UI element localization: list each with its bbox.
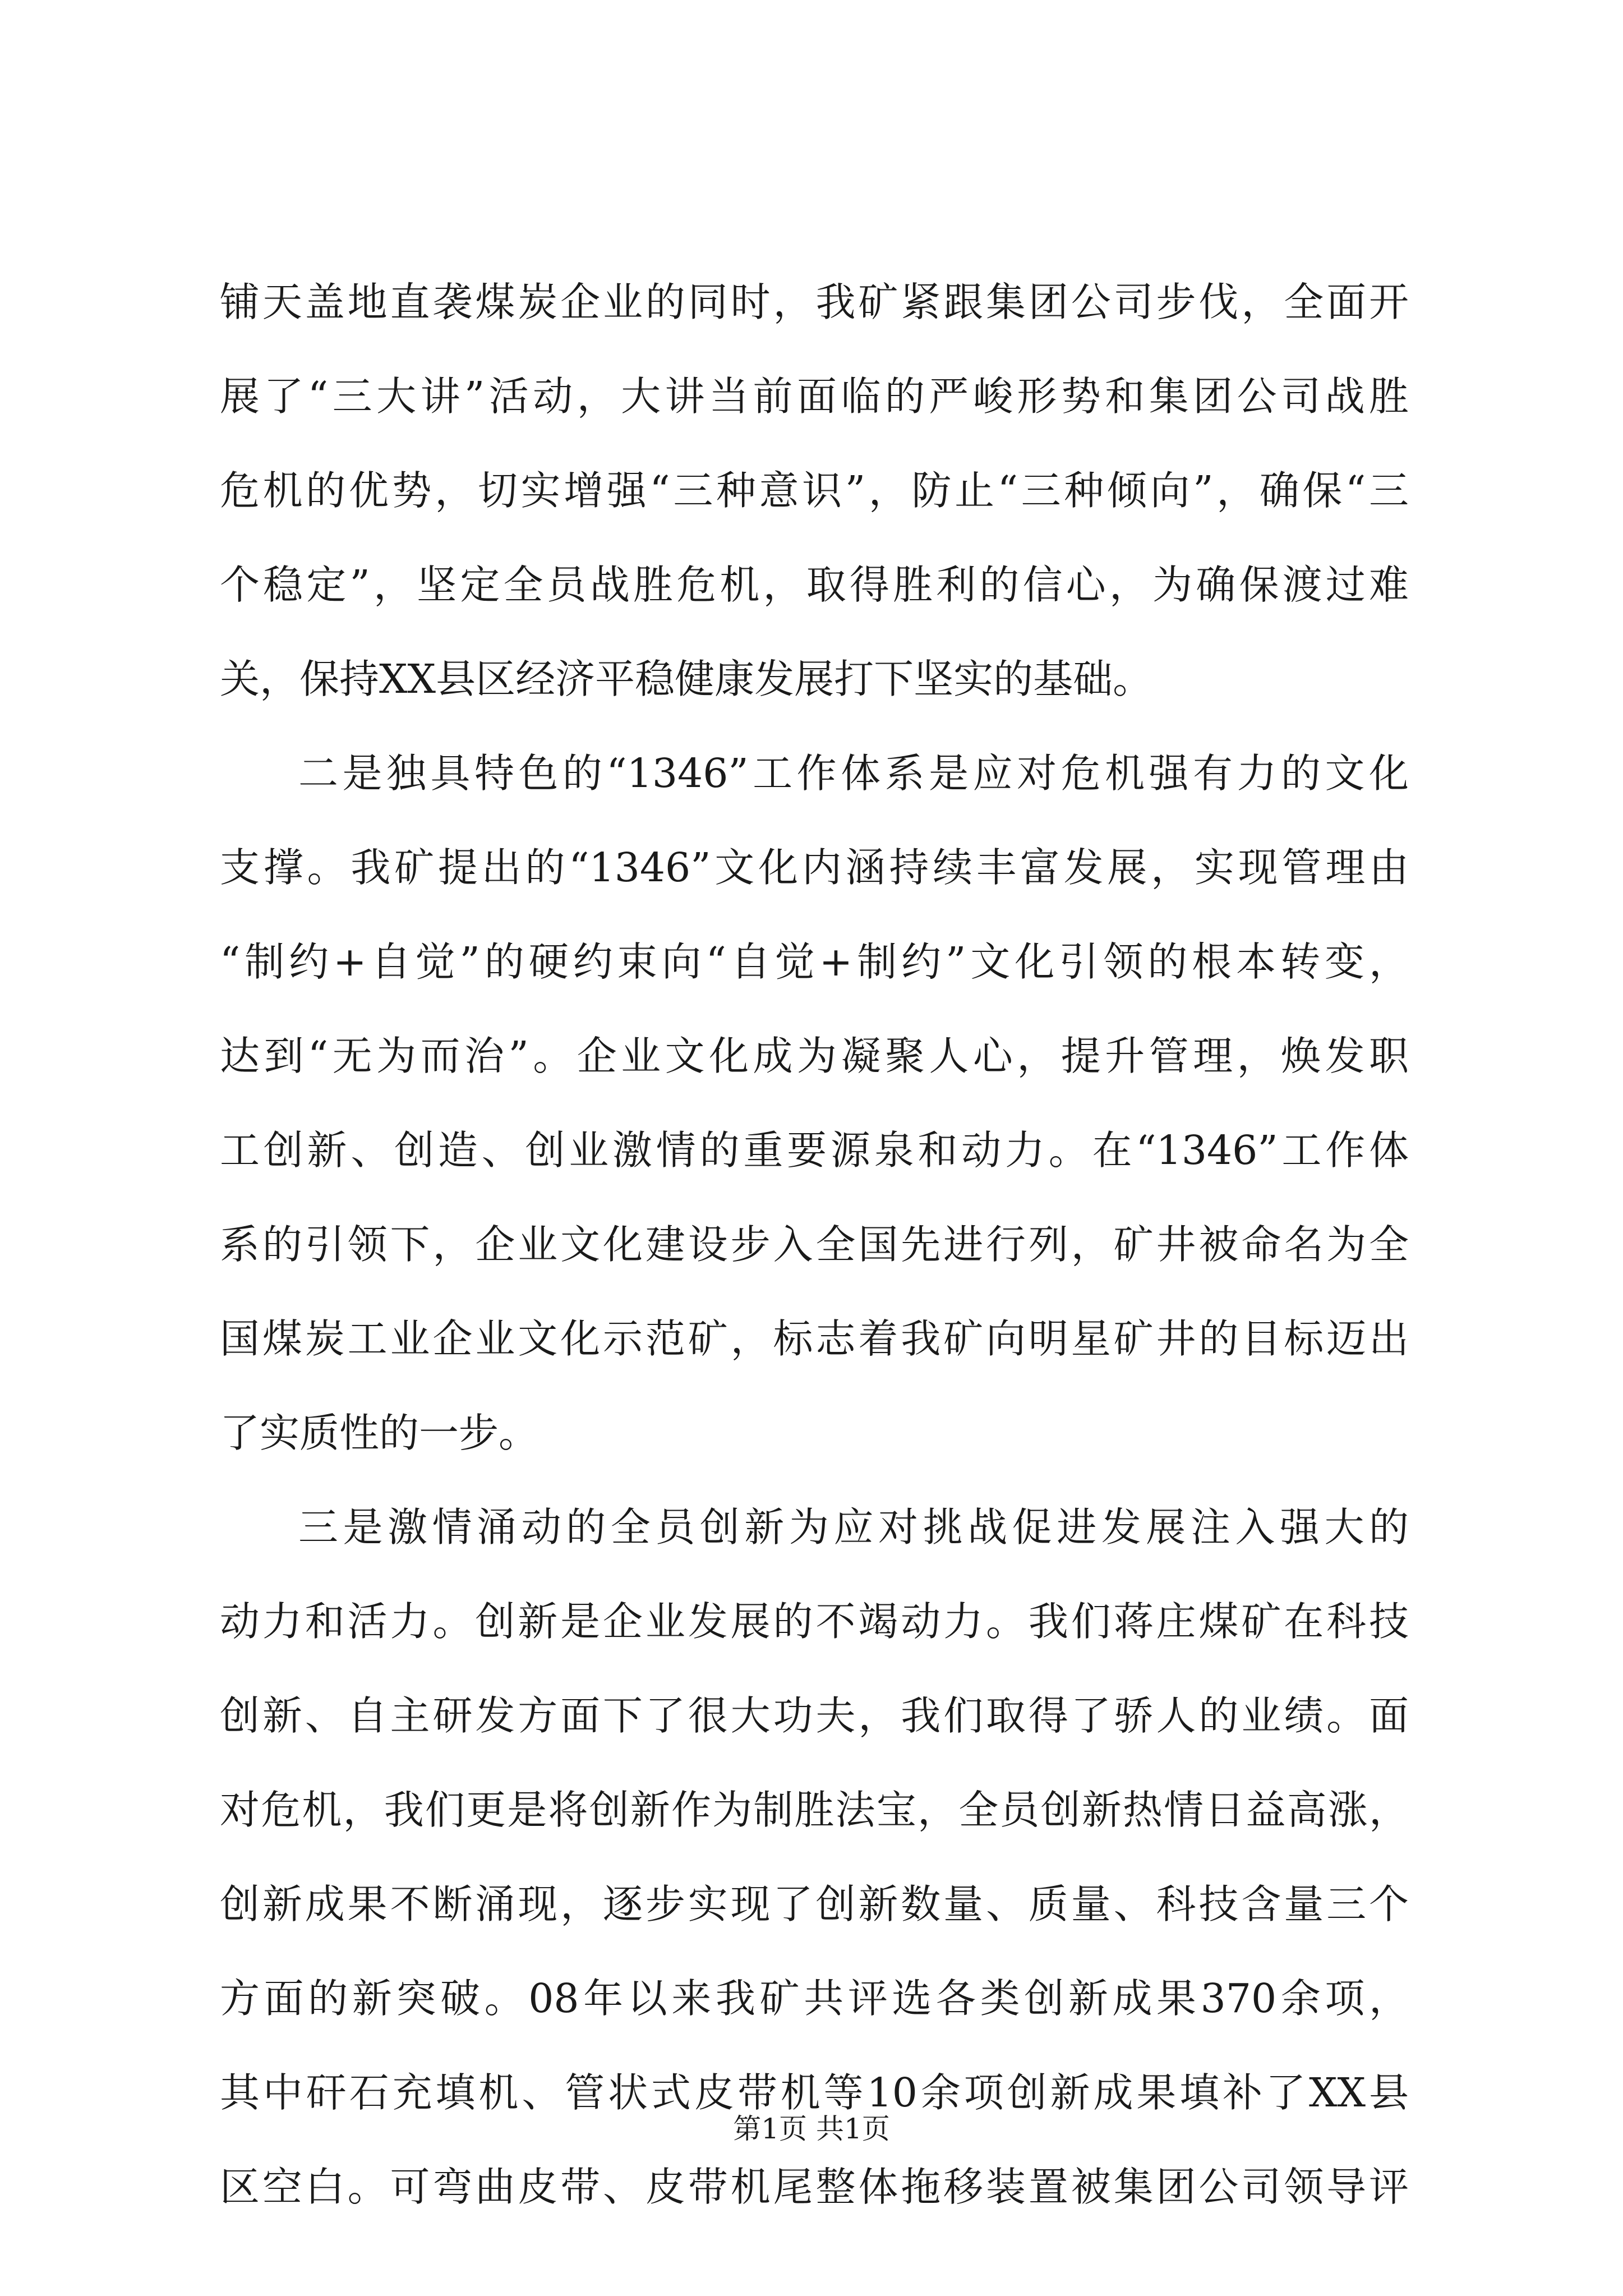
text-line: 创新成果不断涌现，逐步实现了创新数量、质量、科技含量三个	[220, 1881, 1409, 1927]
text-line: 危机的优势，切实增强“三种意识”，防止“三种倾向”，确保“三	[220, 467, 1409, 514]
text-line: 国煤炭工业企业文化示范矿，标志着我矿向明星矿井的目标迈出	[220, 1315, 1409, 1362]
text-line: 系的引领下，企业文化建设步入全国先进行列，矿井被命名为全	[220, 1221, 1409, 1268]
text-line: 展了“三大讲”活动，大讲当前面临的严峻形势和集团公司战胜	[220, 373, 1409, 420]
document-body	[220, 255, 1409, 2234]
text-line: 对危机，我们更是将创新作为制胜法宝，全员创新热情日益高涨，	[220, 1787, 1409, 1833]
text-line: 了实质性的一步。	[220, 1410, 539, 1456]
text-line: 达到“无为而治”。企业文化成为凝聚人心，提升管理，焕发职	[220, 1033, 1409, 1079]
page-number-footer: 第1页 共1页	[733, 2113, 890, 2145]
text-line: “制约+自觉”的硬约束向“自觉+制约”文化引领的根本转变，	[220, 938, 1409, 985]
text-line: 创新、自主研发方面下了很大功夫，我们取得了骄人的业绩。面	[220, 1692, 1409, 1739]
text-line: 支撑。我矿提出的“1346”文化内涵持续丰富发展，实现管理由	[220, 844, 1409, 891]
text-line: 其中矸石充填机、管状式皮带机等10余项创新成果填补了XX县	[220, 2069, 1409, 2116]
paragraph-start-line: 二是独具特色的“1346”工作体系是应对危机强有力的文化	[298, 750, 1409, 797]
text-line: 工创新、创造、创业激情的重要源泉和动力。在“1346”工作体	[220, 1127, 1409, 1174]
text-line: 方面的新突破。08年以来我矿共评选各类创新成果370余项，	[220, 1975, 1409, 2022]
text-line: 区空白。可弯曲皮带、皮带机尾整体拖移装置被集团公司领导评	[220, 2164, 1409, 2210]
paragraph-start-line: 三是激情涌动的全员创新为应对挑战促进发展注入强大的	[298, 1504, 1409, 1550]
text-line: 关，保持XX县区经济平稳健康发展打下坚实的基础。	[220, 656, 1153, 702]
text-line: 动力和活力。创新是企业发展的不竭动力。我们蒋庄煤矿在科技	[220, 1598, 1409, 1645]
text-line: 铺天盖地直袭煤炭企业的同时，我矿紧跟集团公司步伐，全面开	[220, 279, 1409, 325]
text-line: 个稳定”，坚定全员战胜危机，取得胜利的信心，为确保渡过难	[220, 562, 1409, 608]
